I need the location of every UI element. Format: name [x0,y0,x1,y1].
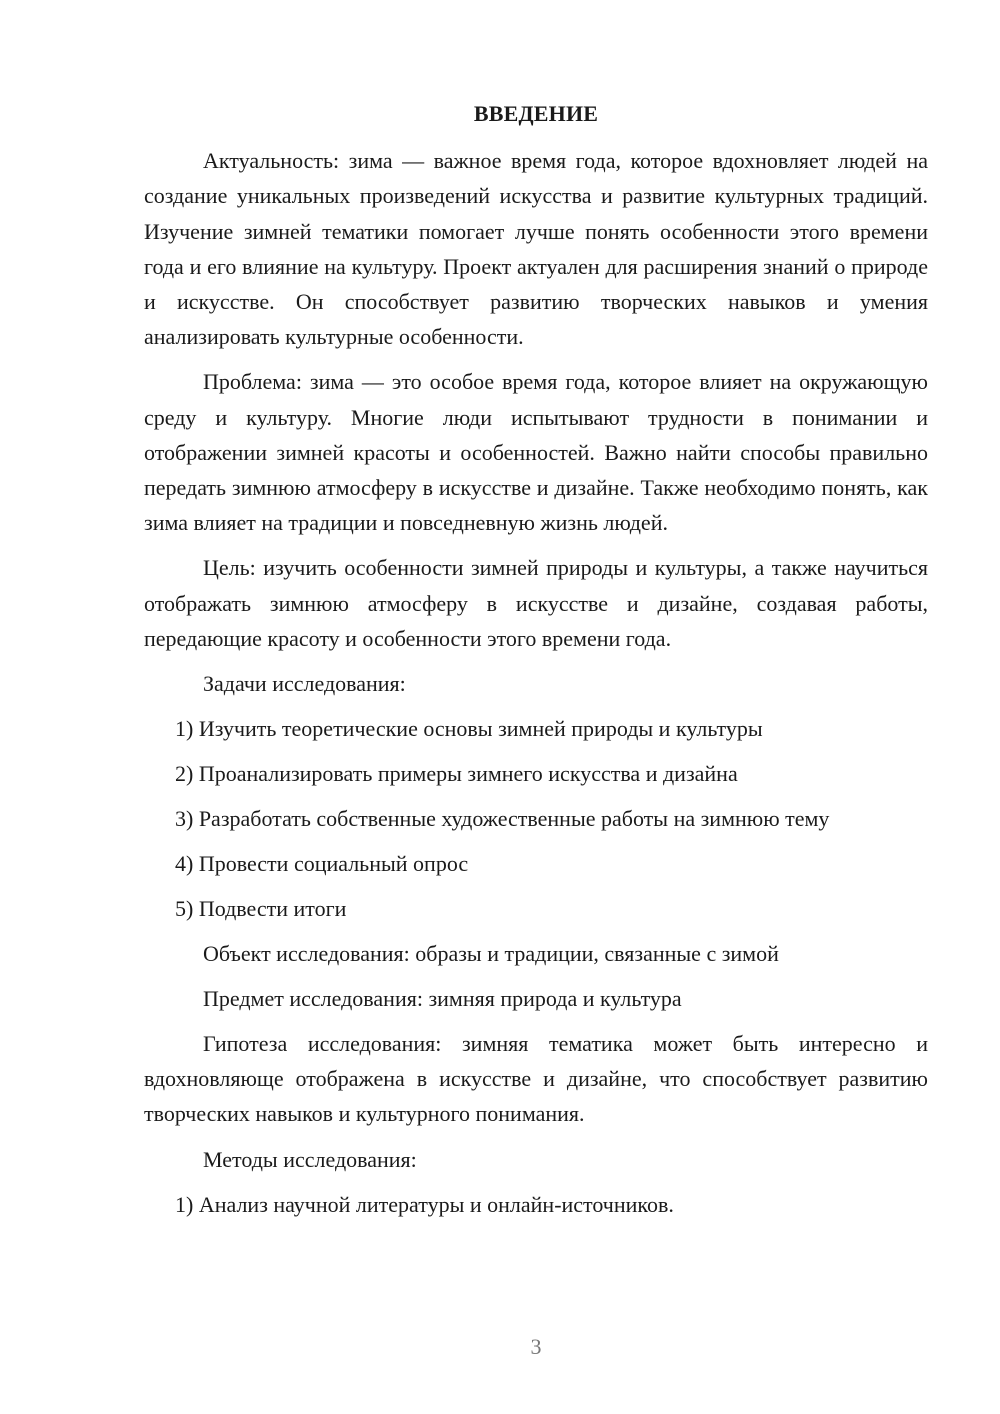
task-item: 4) Провести социальный опрос [175,851,469,877]
research-object: Объект исследования: образы и традиции, связанные с зимой [203,941,779,967]
paragraph-goal: Цель: изучить особенности зимней природы и культуры, а также научиться отображать зимнюю атмосферу в искусстве и дизайне, создавая работы, передающие красоту и особенности этого времени года. [144,555,928,651]
paragraph-problem: Проблема: зима — это особое время года, которое влияет на окружающую среду и культуру. Многие люди испытывают трудности в понимании и отображении зимней красоты и особенностей. Важно найти способы правильно передать зимнюю атмосферу в искусстве и дизайне. Также необходимо понять, как зима влияет на традиции и повседневную жизнь людей. [144,369,928,536]
task-item: 3) Разработать собственные художественные работы на зимнюю тему [175,806,830,832]
method-item: 1) Анализ научной литературы и онлайн-источников. [175,1191,674,1217]
task-item: 2) Проанализировать примеры зимнего искусства и дизайна [175,761,738,787]
task-item: 5) Подвести итоги [175,896,347,922]
page-content [144,96,928,1232]
task-item: 1) Изучить теоретические основы зимней природы и культуры [175,716,763,742]
tasks-heading: Задачи исследования: [203,671,406,697]
paragraph-hypothesis: Гипотеза исследования: зимняя тематика может быть интересно и вдохновляюще отображена в искусстве и дизайне, что способствует развитию творческих навыков и культурного понимания. [144,1031,928,1127]
methods-heading: Методы исследования: [203,1146,417,1172]
paragraph-relevance: Актуальность: зима — важное время года, которое вдохновляет людей на создание уникальных произведений искусства и развитие культурных традиций. Изучение зимней тематики помогает лучше понять особенности этого времени года и его влияние на культуру. Проект актуален для расширения знаний о природе и искусстве. Он способствует развитию творческих навыков и умения анализировать культурные особенности. [144,148,928,350]
page-number: 3 [530,1334,542,1359]
research-subject: Предмет исследования: зимняя природа и культура [203,986,682,1012]
section-title: ВВЕДЕНИЕ [473,101,599,126]
